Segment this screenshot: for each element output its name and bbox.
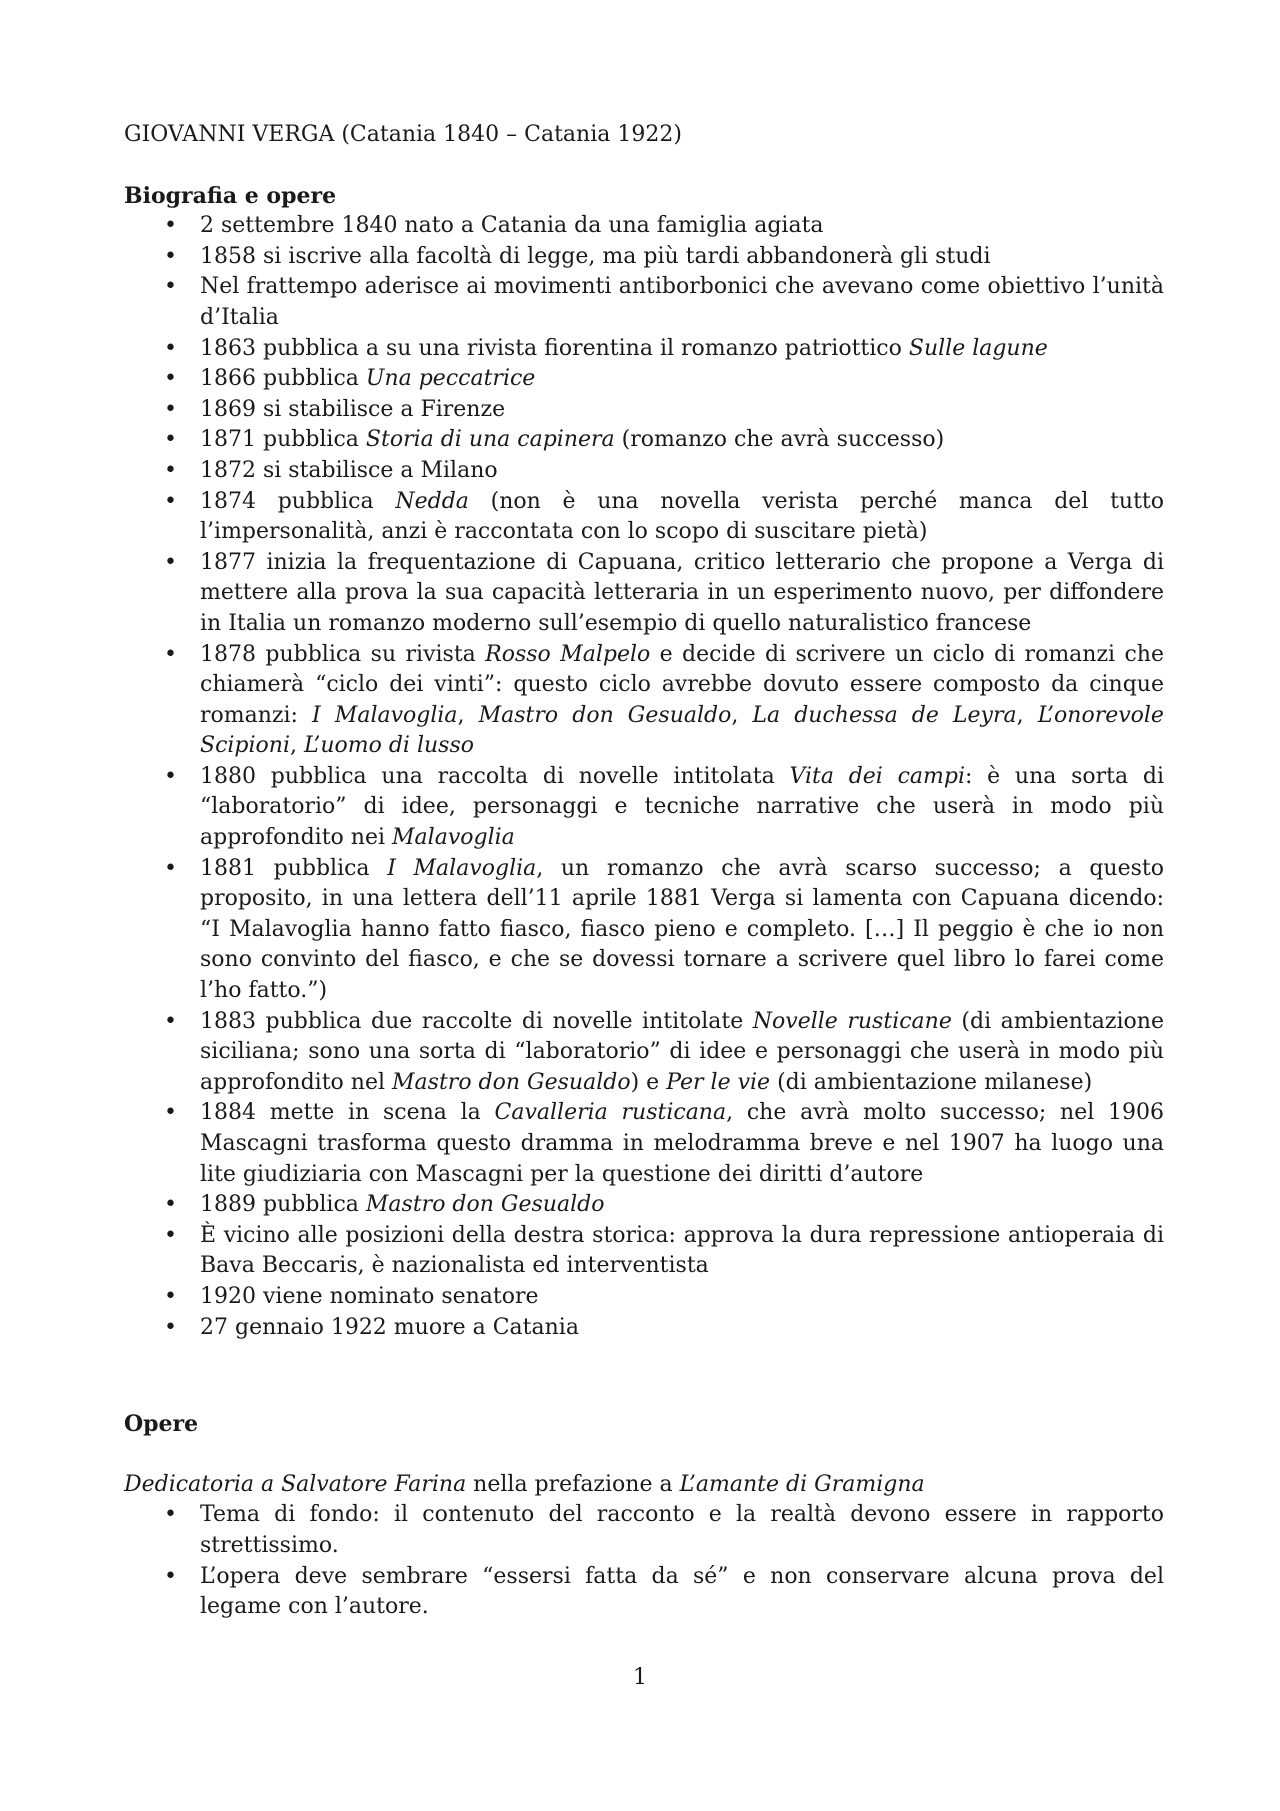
italic-title-text: L’uomo di lusso [304,733,474,759]
bio-list [124,211,1164,1343]
bullet-icon: • [164,243,177,269]
text-run: (romanzo che avrà successo) [614,427,945,453]
list-item [124,1282,1164,1313]
text-run: Tema di fondo: il contenuto del racconto e la realtà devono essere in rapporto strettissimo. [200,1502,1164,1558]
text-run: 1881 pubblica [200,855,388,881]
italic-title-text: Cavalleria rusticana [494,1100,727,1126]
text-run: 1869 si stabilisce a Firenze [200,396,506,422]
text-run: 1866 pubblica [200,366,366,392]
text-run: ) e [630,1069,667,1095]
italic-title-text: Mastro don Gesualdo [392,1069,631,1095]
list-item [124,640,1164,762]
italic-title-text: Malavoglia [392,825,515,851]
italic-title-text: Storia di una capinera [365,427,615,453]
text-run: (di ambientazione siciliana; sono una sorta di “laboratorio” di idee e personaggi che userà in modo più approfondito nel [200,1008,1164,1095]
text-run: , [290,733,304,759]
text-run: (non è una novella verista perché manca del tutto l’impersonalità, anzi è raccontata con lo scopo di suscitare pietà) [200,488,1165,545]
text-run: , [457,702,479,728]
document-page [124,120,1164,1623]
bio-heading: Biografia e opere [124,182,337,209]
italic-title-text: Mastro don Gesualdo [365,1192,605,1218]
text-run: 1877 inizia la frequentazione di Capuana, critico letterario che propone a Verga di mettere alla prova la sua capacità letteraria in un esperimento nuovo, per diffondere in Italia un romanzo moderno sull’esempio di quello naturalistico francese [200,549,1164,636]
text-run: , che avrà molto successo; nel 1906 Mascagni trasforma questo dramma in melodramma breve e nel 1907 ha luogo una lite giudiziaria con Mascagni per la questione dei diritti d’autore [200,1100,1165,1187]
text-run: 1889 pubblica [200,1192,366,1218]
text-run: 1880 pubblica una raccolta di novelle intitolata [200,763,790,789]
bullet-icon: • [164,274,177,300]
list-item [124,456,1164,487]
bullet-icon: • [164,1283,177,1309]
bullet-icon: • [164,549,177,575]
text-run: 1878 pubblica su rivista [200,641,486,667]
list-item [124,395,1164,426]
text-run: 1920 viene nominato senatore [200,1283,539,1309]
bullet-icon: • [164,763,177,789]
bullet-icon: • [164,1314,177,1340]
bullet-icon: • [164,488,177,514]
text-run: , [731,702,753,728]
list-item [124,1562,1164,1623]
italic-title-text: Mastro don Gesualdo [478,702,732,728]
list-item [124,425,1164,456]
bullet-icon: • [164,366,177,392]
bullet-icon: • [164,1502,177,1528]
works-subheading [124,1470,1164,1501]
list-item [124,364,1164,395]
bullet-icon: • [164,1222,177,1248]
page-number: 1 [633,1665,647,1690]
text-run: 2 settembre 1840 nato a Catania da una famiglia agiata [200,213,824,239]
text-run: 1884 mette in scena la [200,1100,495,1126]
text-run: nella prefazione a [466,1471,680,1497]
text-run: 1858 si iscrive alla facoltà di legge, ma più tardi abbandonerà gli studi [200,243,991,269]
italic-title-text: Vita dei campi [789,763,965,789]
bullet-icon: • [164,213,177,239]
works-list [124,1500,1164,1622]
text-run: L’opera deve sembrare “essersi fatta da sé” e non conservare alcuna prova del legame con l’autore. [200,1563,1164,1620]
bullet-icon: • [164,855,177,881]
text-run: (di ambientazione milanese) [770,1069,1093,1095]
list-item [124,242,1164,273]
list-item [124,1098,1164,1190]
bullet-icon: • [164,641,177,667]
italic-title-text: Rosso Malpelo [485,641,651,667]
text-run: 1872 si stabilisce a Milano [200,457,498,483]
bullet-icon: • [164,1563,177,1589]
list-item [124,487,1164,548]
list-item [124,762,1164,854]
italic-title-text: I Malavoglia [312,702,458,728]
list-item [124,272,1164,333]
italic-title-text: Per le vie [666,1069,771,1095]
italic-title-text: La duchessa de Leyra [752,702,1017,728]
text-run: , un romanzo che avrà scarso successo; a questo proposito, in una lettera dell’11 aprile 1881 Verga si lamenta con Capuana dicendo: “I Malavoglia hanno fatto fiasco, fiasco pieno e completo. […] Il peggio è che io non sono convinto del fiasco, e che se dovessi tornare a scrivere quel libro lo farei come l’ho fatto.”) [200,855,1164,1004]
text-run: , [1016,702,1038,728]
list-item [124,548,1164,640]
list-item [124,1007,1164,1099]
text-run: 1871 pubblica [200,427,366,453]
text-run: È vicino alle posizioni della destra storica: approva la dura repressione antioperaia di Bava Beccaris, è nazionalista ed interventista [200,1222,1164,1279]
italic-title-text: Una peccatrice [365,366,536,392]
italic-title-text: Novelle rusticane [752,1008,952,1034]
bullet-icon: • [164,396,177,422]
spacer [124,1440,1164,1470]
list-item [124,1221,1164,1282]
bullet-icon: • [164,1100,177,1126]
list-item [124,854,1164,1007]
bullet-icon: • [164,1192,177,1218]
works-heading: Opere [124,1411,199,1438]
text-run: 1874 pubblica [200,488,396,514]
list-item [124,1190,1164,1221]
italic-title-text: L’onorevole Scipioni [200,702,1164,759]
bullet-icon: • [164,335,177,361]
spacer [124,1343,1164,1409]
text-run: 1863 pubblica a su una rivista fiorentina il romanzo patriottico [200,335,909,361]
text-run: 27 gennaio 1922 muore a Catania [200,1314,579,1340]
list-item [124,1500,1164,1561]
bullet-icon: • [164,457,177,483]
text-run: Nel frattempo aderisce ai movimenti antiborbonici che avevano come obiettivo l’unità d’Italia [200,274,1164,330]
italic-title-text: I Malavoglia [387,855,537,881]
text-run: e decide di scrivere un ciclo di romanzi che chiamerà “ciclo dei vinti”: questo ciclo avrebbe dovuto essere composto da cinque romanzi: [200,641,1164,728]
document-title: GIOVANNI VERGA (Catania 1840 – Catania 1922) [124,122,682,147]
italic-title-text: Dedicatoria a Salvatore Farina [124,1471,467,1497]
bullet-icon: • [164,1008,177,1034]
list-item [124,334,1164,365]
italic-title-text: Sulle lagune [908,335,1048,361]
text-run: : è una sorta di “laboratorio” di idee, personaggi e tecniche narrative che userà in modo più approfondito nei [200,763,1164,851]
italic-title-text: L’amante di Gramigna [679,1471,925,1497]
text-run: 1883 pubblica due raccolte di novelle intitolate [200,1008,753,1034]
bullet-icon: • [164,427,177,453]
list-item [124,211,1164,242]
italic-title-text: Nedda [395,488,469,514]
list-item [124,1313,1164,1344]
